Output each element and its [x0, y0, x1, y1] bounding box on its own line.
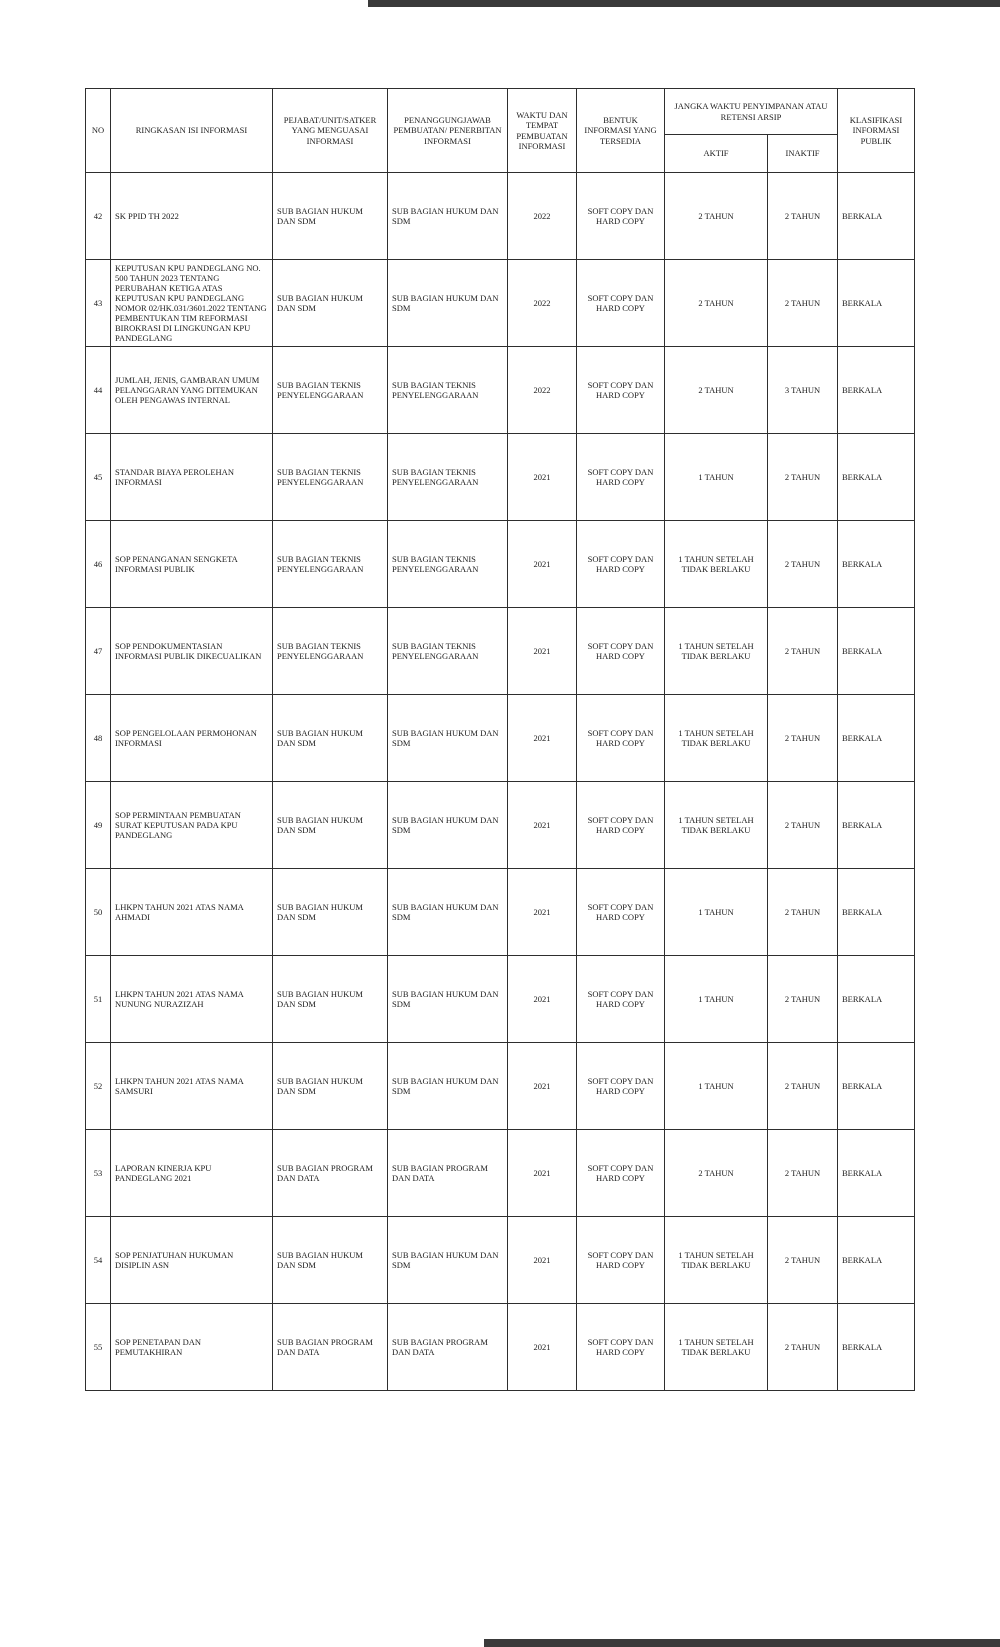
cell-inaktif: 2 TAHUN — [768, 956, 838, 1043]
cell-klasifikasi: BERKALA — [838, 260, 915, 347]
cell-penanggungjawab: SUB BAGIAN PROGRAM DAN DATA — [388, 1304, 508, 1391]
cell-waktu: 2021 — [508, 434, 577, 521]
header-klasifikasi: KLASIFIKASI INFORMASI PUBLIK — [838, 89, 915, 173]
cell-aktif: 1 TAHUN SETELAH TIDAK BERLAKU — [665, 1217, 768, 1304]
header-penanggungjawab: PENANGGUNGJAWAB PEMBUATAN/ PENERBITAN INFORMASI — [388, 89, 508, 173]
cell-inaktif: 2 TAHUN — [768, 1217, 838, 1304]
cell-klasifikasi: BERKALA — [838, 956, 915, 1043]
cell-waktu: 2021 — [508, 1043, 577, 1130]
cell-klasifikasi: BERKALA — [838, 1304, 915, 1391]
cell-klasifikasi: BERKALA — [838, 434, 915, 521]
cell-no: 48 — [86, 695, 111, 782]
cell-ringkasan: SOP PERMINTAAN PEMBUATAN SURAT KEPUTUSAN PADA KPU PANDEGLANG — [111, 782, 273, 869]
cell-klasifikasi: BERKALA — [838, 695, 915, 782]
table-row — [86, 782, 915, 869]
information-table — [85, 88, 915, 1391]
cell-no: 53 — [86, 1130, 111, 1217]
cell-pejabat: SUB BAGIAN HUKUM DAN SDM — [273, 260, 388, 347]
cell-pejabat: SUB BAGIAN TEKNIS PENYELENGGARAAN — [273, 434, 388, 521]
cell-no: 45 — [86, 434, 111, 521]
cell-waktu: 2021 — [508, 608, 577, 695]
cell-klasifikasi: BERKALA — [838, 869, 915, 956]
header-bentuk: BENTUK INFORMASI YANG TERSEDIA — [577, 89, 665, 173]
cell-klasifikasi: BERKALA — [838, 521, 915, 608]
cell-waktu: 2022 — [508, 173, 577, 260]
table-row — [86, 347, 915, 434]
cell-ringkasan: SOP PENDOKUMENTASIAN INFORMASI PUBLIK DIKECUALIKAN — [111, 608, 273, 695]
cell-waktu: 2021 — [508, 1130, 577, 1217]
cell-no: 49 — [86, 782, 111, 869]
cell-no: 44 — [86, 347, 111, 434]
cell-waktu: 2021 — [508, 956, 577, 1043]
cell-pejabat: SUB BAGIAN PROGRAM DAN DATA — [273, 1304, 388, 1391]
cell-pejabat: SUB BAGIAN HUKUM DAN SDM — [273, 956, 388, 1043]
cell-bentuk: SOFT COPY DAN HARD COPY — [577, 173, 665, 260]
cell-penanggungjawab: SUB BAGIAN HUKUM DAN SDM — [388, 869, 508, 956]
table-row — [86, 1304, 915, 1391]
cell-pejabat: SUB BAGIAN HUKUM DAN SDM — [273, 782, 388, 869]
cell-bentuk: SOFT COPY DAN HARD COPY — [577, 347, 665, 434]
table-row — [86, 695, 915, 782]
cell-aktif: 1 TAHUN — [665, 869, 768, 956]
cell-waktu: 2021 — [508, 1304, 577, 1391]
cell-ringkasan: JUMLAH, JENIS, GAMBARAN UMUM PELANGGARAN YANG DITEMUKAN OLEH PENGAWAS INTERNAL — [111, 347, 273, 434]
cell-aktif: 2 TAHUN — [665, 260, 768, 347]
header-aktif: AKTIF — [665, 135, 768, 173]
cell-penanggungjawab: SUB BAGIAN TEKNIS PENYELENGGARAAN — [388, 521, 508, 608]
cell-no: 55 — [86, 1304, 111, 1391]
cell-bentuk: SOFT COPY DAN HARD COPY — [577, 434, 665, 521]
cell-klasifikasi: BERKALA — [838, 1217, 915, 1304]
cell-aktif: 1 TAHUN SETELAH TIDAK BERLAKU — [665, 782, 768, 869]
cell-aktif: 1 TAHUN — [665, 1043, 768, 1130]
cell-inaktif: 2 TAHUN — [768, 173, 838, 260]
cell-ringkasan: SOP PENJATUHAN HUKUMAN DISIPLIN ASN — [111, 1217, 273, 1304]
table-row — [86, 521, 915, 608]
cell-waktu: 2021 — [508, 695, 577, 782]
cell-bentuk: SOFT COPY DAN HARD COPY — [577, 1130, 665, 1217]
cell-ringkasan: LHKPN TAHUN 2021 ATAS NAMA NUNUNG NURAZIZAH — [111, 956, 273, 1043]
cell-aktif: 1 TAHUN — [665, 434, 768, 521]
cell-penanggungjawab: SUB BAGIAN HUKUM DAN SDM — [388, 956, 508, 1043]
cell-inaktif: 2 TAHUN — [768, 434, 838, 521]
cell-waktu: 2021 — [508, 1217, 577, 1304]
table-row — [86, 1130, 915, 1217]
cell-klasifikasi: BERKALA — [838, 782, 915, 869]
cell-pejabat: SUB BAGIAN PROGRAM DAN DATA — [273, 1130, 388, 1217]
header-no: NO — [86, 89, 111, 173]
cell-waktu: 2021 — [508, 782, 577, 869]
cell-no: 51 — [86, 956, 111, 1043]
cell-aktif: 1 TAHUN SETELAH TIDAK BERLAKU — [665, 608, 768, 695]
table-row — [86, 1043, 915, 1130]
scan-artifact-top — [368, 0, 1000, 7]
cell-no: 54 — [86, 1217, 111, 1304]
header-ringkasan: RINGKASAN ISI INFORMASI — [111, 89, 273, 173]
cell-penanggungjawab: SUB BAGIAN HUKUM DAN SDM — [388, 1043, 508, 1130]
cell-waktu: 2022 — [508, 347, 577, 434]
cell-inaktif: 2 TAHUN — [768, 782, 838, 869]
table-row — [86, 608, 915, 695]
table-row — [86, 1217, 915, 1304]
cell-klasifikasi: BERKALA — [838, 608, 915, 695]
table-row — [86, 173, 915, 260]
cell-klasifikasi: BERKALA — [838, 1130, 915, 1217]
cell-aktif: 2 TAHUN — [665, 173, 768, 260]
cell-pejabat: SUB BAGIAN TEKNIS PENYELENGGARAAN — [273, 521, 388, 608]
cell-waktu: 2022 — [508, 260, 577, 347]
cell-inaktif: 2 TAHUN — [768, 1130, 838, 1217]
cell-no: 52 — [86, 1043, 111, 1130]
cell-bentuk: SOFT COPY DAN HARD COPY — [577, 695, 665, 782]
cell-bentuk: SOFT COPY DAN HARD COPY — [577, 869, 665, 956]
cell-inaktif: 2 TAHUN — [768, 1304, 838, 1391]
cell-pejabat: SUB BAGIAN HUKUM DAN SDM — [273, 695, 388, 782]
cell-ringkasan: SK PPID TH 2022 — [111, 173, 273, 260]
cell-penanggungjawab: SUB BAGIAN HUKUM DAN SDM — [388, 173, 508, 260]
cell-waktu: 2021 — [508, 521, 577, 608]
header-inaktif: INAKTIF — [768, 135, 838, 173]
cell-penanggungjawab: SUB BAGIAN HUKUM DAN SDM — [388, 1217, 508, 1304]
cell-bentuk: SOFT COPY DAN HARD COPY — [577, 1043, 665, 1130]
table-row — [86, 434, 915, 521]
cell-waktu: 2021 — [508, 869, 577, 956]
cell-penanggungjawab: SUB BAGIAN HUKUM DAN SDM — [388, 260, 508, 347]
cell-ringkasan: LHKPN TAHUN 2021 ATAS NAMA AHMADI — [111, 869, 273, 956]
cell-aktif: 2 TAHUN — [665, 347, 768, 434]
cell-pejabat: SUB BAGIAN TEKNIS PENYELENGGARAAN — [273, 608, 388, 695]
cell-pejabat: SUB BAGIAN TEKNIS PENYELENGGARAAN — [273, 347, 388, 434]
cell-ringkasan: LAPORAN KINERJA KPU PANDEGLANG 2021 — [111, 1130, 273, 1217]
cell-ringkasan: LHKPN TAHUN 2021 ATAS NAMA SAMSURI — [111, 1043, 273, 1130]
table-row — [86, 260, 915, 347]
cell-aktif: 1 TAHUN SETELAH TIDAK BERLAKU — [665, 521, 768, 608]
header-waktu: WAKTU DAN TEMPAT PEMBUATAN INFORMASI — [508, 89, 577, 173]
cell-pejabat: SUB BAGIAN HUKUM DAN SDM — [273, 869, 388, 956]
cell-pejabat: SUB BAGIAN HUKUM DAN SDM — [273, 173, 388, 260]
cell-penanggungjawab: SUB BAGIAN TEKNIS PENYELENGGARAAN — [388, 608, 508, 695]
cell-aktif: 2 TAHUN — [665, 1130, 768, 1217]
cell-no: 42 — [86, 173, 111, 260]
cell-penanggungjawab: SUB BAGIAN TEKNIS PENYELENGGARAAN — [388, 347, 508, 434]
cell-aktif: 1 TAHUN SETELAH TIDAK BERLAKU — [665, 695, 768, 782]
cell-penanggungjawab: SUB BAGIAN PROGRAM DAN DATA — [388, 1130, 508, 1217]
scan-artifact-bottom — [484, 1639, 1000, 1647]
cell-no: 43 — [86, 260, 111, 347]
cell-penanggungjawab: SUB BAGIAN HUKUM DAN SDM — [388, 782, 508, 869]
cell-no: 46 — [86, 521, 111, 608]
cell-inaktif: 2 TAHUN — [768, 260, 838, 347]
cell-pejabat: SUB BAGIAN HUKUM DAN SDM — [273, 1043, 388, 1130]
cell-bentuk: SOFT COPY DAN HARD COPY — [577, 1217, 665, 1304]
cell-bentuk: SOFT COPY DAN HARD COPY — [577, 1304, 665, 1391]
cell-inaktif: 2 TAHUN — [768, 695, 838, 782]
header-jangka-waktu-retensi: JANGKA WAKTU PENYIMPANAN ATAU RETENSI ARSIP — [665, 89, 838, 135]
table-row — [86, 869, 915, 956]
table-row — [86, 956, 915, 1043]
cell-penanggungjawab: SUB BAGIAN HUKUM DAN SDM — [388, 695, 508, 782]
cell-klasifikasi: BERKALA — [838, 347, 915, 434]
cell-aktif: 1 TAHUN — [665, 956, 768, 1043]
cell-pejabat: SUB BAGIAN HUKUM DAN SDM — [273, 1217, 388, 1304]
cell-penanggungjawab: SUB BAGIAN TEKNIS PENYELENGGARAAN — [388, 434, 508, 521]
cell-ringkasan: KEPUTUSAN KPU PANDEGLANG NO. 500 TAHUN 2023 TENTANG PERUBAHAN KETIGA ATAS KEPUTUSAN KPU PANDEGLANG NOMOR 02/HK.031/3601.2022 TENTANG PEMBENTUKAN TIM REFORMASI BIROKRASI DI LINGKUNGAN KPU PANDEGLANG — [111, 260, 273, 347]
cell-inaktif: 2 TAHUN — [768, 608, 838, 695]
cell-ringkasan: SOP PENGELOLAAN PERMOHONAN INFORMASI — [111, 695, 273, 782]
cell-bentuk: SOFT COPY DAN HARD COPY — [577, 260, 665, 347]
cell-bentuk: SOFT COPY DAN HARD COPY — [577, 782, 665, 869]
cell-ringkasan: SOP PENETAPAN DAN PEMUTAKHIRAN — [111, 1304, 273, 1391]
cell-bentuk: SOFT COPY DAN HARD COPY — [577, 956, 665, 1043]
cell-no: 47 — [86, 608, 111, 695]
cell-aktif: 1 TAHUN SETELAH TIDAK BERLAKU — [665, 1304, 768, 1391]
cell-klasifikasi: BERKALA — [838, 1043, 915, 1130]
cell-inaktif: 3 TAHUN — [768, 347, 838, 434]
cell-klasifikasi: BERKALA — [838, 173, 915, 260]
cell-inaktif: 2 TAHUN — [768, 1043, 838, 1130]
cell-ringkasan: STANDAR BIAYA PEROLEHAN INFORMASI — [111, 434, 273, 521]
cell-bentuk: SOFT COPY DAN HARD COPY — [577, 608, 665, 695]
cell-no: 50 — [86, 869, 111, 956]
cell-ringkasan: SOP PENANGANAN SENGKETA INFORMASI PUBLIK — [111, 521, 273, 608]
cell-inaktif: 2 TAHUN — [768, 869, 838, 956]
cell-bentuk: SOFT COPY DAN HARD COPY — [577, 521, 665, 608]
header-pejabat: PEJABAT/UNIT/SATKER YANG MENGUASAI INFORMASI — [273, 89, 388, 173]
cell-inaktif: 2 TAHUN — [768, 521, 838, 608]
